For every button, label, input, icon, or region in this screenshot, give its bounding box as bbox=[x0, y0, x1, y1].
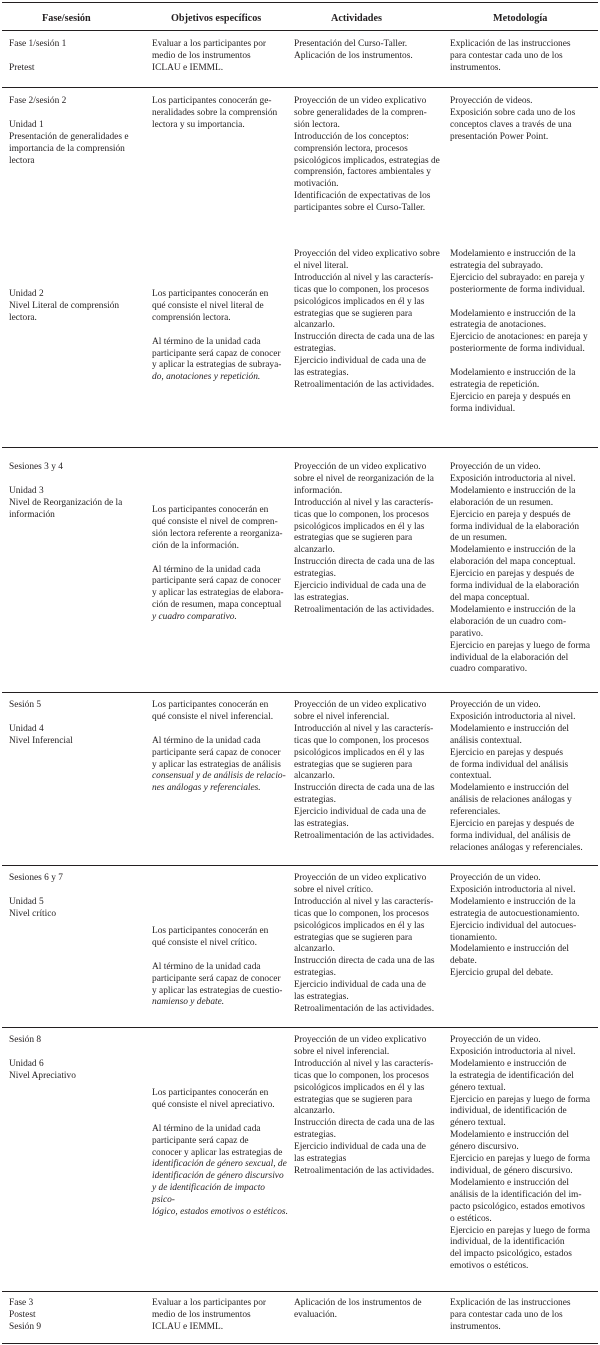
text-line: lectora bbox=[9, 155, 35, 166]
text-line: conocer y aplicar las estrategias de bbox=[152, 1147, 283, 1158]
text-line: Modelamiento e instrucción del bbox=[450, 1177, 569, 1188]
text-line: Modelamiento e instrucción de la bbox=[450, 545, 576, 556]
text-line: Introducción al nivel y las caracterís- bbox=[294, 1058, 434, 1069]
text-line: debate. bbox=[450, 956, 477, 967]
row-6-actividades bbox=[294, 873, 442, 1016]
header-metodologia: Metodología bbox=[493, 13, 548, 24]
italic-text: do, anotaciones y repetición. bbox=[152, 372, 261, 383]
text-line: Nivel de Reorganización de la bbox=[9, 497, 123, 508]
text-line: Modelamiento e instrucción de la bbox=[450, 896, 576, 907]
text-line: Evaluar a los participantes por bbox=[152, 39, 267, 49]
text-line bbox=[152, 1171, 288, 1183]
text-line: Fase 3 bbox=[9, 1298, 34, 1308]
text-line: Los participantes conocerán en bbox=[152, 926, 269, 936]
row-7-fase bbox=[9, 1035, 144, 1083]
text-line: referenciales. bbox=[450, 807, 501, 818]
spacer bbox=[9, 474, 144, 486]
text-line: información bbox=[9, 509, 55, 520]
text-line: Retroalimentación de las actividades. bbox=[294, 604, 435, 615]
text-line: Instrucción directa de cada una de las bbox=[294, 332, 435, 343]
text-line: y aplicar las estrategias de elabora- bbox=[152, 588, 284, 599]
text-line: Ejercicio individual de cada una de bbox=[294, 581, 426, 592]
text-line: Modelamiento e instrucción del bbox=[450, 723, 569, 734]
row-8-fase bbox=[9, 1298, 144, 1334]
text-line: Ejercicio individual de cada una de bbox=[294, 807, 426, 818]
text-line: sobre el nivel inferencial. bbox=[294, 711, 390, 722]
text-line: género textual. bbox=[450, 1118, 506, 1129]
spacer bbox=[450, 356, 594, 368]
row-8-metodologia bbox=[450, 1298, 594, 1334]
text-line: Evaluar a los participantes por bbox=[152, 1298, 267, 1308]
text-line: participante será capaz de conocer bbox=[152, 973, 281, 984]
row-8-objetivos bbox=[152, 1298, 288, 1334]
spacer bbox=[152, 1112, 288, 1124]
row-1-fase bbox=[9, 39, 144, 75]
text-line: información. bbox=[294, 485, 343, 496]
row-7-metodologia bbox=[450, 1035, 594, 1273]
text-line: evaluación. bbox=[294, 1309, 337, 1320]
text-line: estrategias. bbox=[294, 795, 336, 806]
text-line: Unidad 5 bbox=[9, 896, 44, 907]
text-line: Fase 1/sesión 1 bbox=[9, 39, 67, 49]
row-4-objetivos bbox=[152, 505, 288, 624]
text-line: Al término de la unidad cada bbox=[152, 961, 261, 972]
text-line: pacto psicológico, estados emotivos bbox=[450, 1201, 585, 1212]
header-objetivos: Objetivos específicos bbox=[171, 13, 262, 24]
text-line: Modelamiento e instrucción del bbox=[450, 944, 569, 955]
text-line: las estrategias. bbox=[294, 819, 349, 830]
text-line: Proyección de un video. bbox=[450, 873, 541, 883]
text-line: Proyección de videos. bbox=[450, 96, 533, 106]
text-line bbox=[152, 1159, 288, 1171]
text-line: elaboración del mapa conceptual. bbox=[450, 557, 576, 568]
row-separator bbox=[2, 1291, 598, 1292]
text-line: Retroalimentación de las actividades. bbox=[294, 1003, 435, 1014]
text-line: estrategias que se sugieren para bbox=[294, 1094, 413, 1105]
text-line bbox=[152, 372, 288, 384]
text-line: Ejercicio grupal del debate. bbox=[450, 968, 554, 979]
row-4-metodologia bbox=[450, 462, 594, 676]
text-line: Unidad 4 bbox=[9, 723, 44, 734]
text-line: Aplicación de los instrumentos de bbox=[294, 1298, 422, 1308]
text-line: Ejercicio en parejas y después de bbox=[450, 819, 575, 830]
text-line: Modelamiento e instrucción del bbox=[450, 1130, 569, 1141]
text-line: del mapa conceptual. bbox=[450, 592, 530, 603]
text-line: Ejercicio en pareja y después de bbox=[450, 509, 571, 520]
text-line: Introducción al nivel y las caracterís- bbox=[294, 497, 434, 508]
italic-text: namienso y debate. bbox=[152, 997, 225, 1008]
text-line: ticas que lo componen, los procesos bbox=[294, 1070, 429, 1081]
text-line: estrategias que se sugieren para bbox=[294, 759, 413, 770]
table-top-rule bbox=[2, 2, 598, 3]
italic-text: y de identificación de impacto psico- bbox=[152, 1183, 265, 1206]
row-4-fase bbox=[9, 462, 144, 522]
table-bottom-rule bbox=[2, 1343, 598, 1344]
text-line: Presentación del Curso-Taller. bbox=[294, 39, 408, 49]
row-5-objetivos bbox=[152, 700, 288, 795]
text-line: género discursivo. bbox=[450, 1142, 519, 1153]
text-line: Modelamiento e instrucción de la bbox=[450, 308, 576, 319]
text-line: qué consiste el nivel apreciativo. bbox=[152, 1099, 275, 1110]
text-line: alcanzarlo. bbox=[294, 320, 335, 331]
row-2-metodologia bbox=[450, 96, 594, 144]
text-line: Nivel Apreciativo bbox=[9, 1070, 76, 1081]
text-line: para contestar cada uno de los bbox=[450, 1309, 563, 1320]
spacer bbox=[9, 1047, 144, 1059]
text-line: ICLAU e IEMML. bbox=[152, 1321, 224, 1332]
text-line: estrategias que se sugieren para bbox=[294, 932, 413, 943]
text-line: estrategias que se sugieren para bbox=[294, 533, 413, 544]
text-line: Proyección de un video explicativo bbox=[294, 96, 427, 106]
text-line: análisis de relaciones análogas y bbox=[450, 795, 572, 806]
text-line: relaciones análogas y referenciales. bbox=[450, 842, 583, 853]
text-line: Retroalimentación de las actividades. bbox=[294, 379, 435, 390]
text-line: ticas que lo componen, los procesos bbox=[294, 735, 429, 746]
text-line: Sesión 5 bbox=[9, 700, 42, 710]
text-line: lectora. bbox=[9, 312, 37, 323]
text-line: instrumentos. bbox=[450, 1321, 501, 1332]
text-line: Introducción al nivel y las caracterís- bbox=[294, 896, 434, 907]
text-line: alcanzarlo. bbox=[294, 545, 335, 556]
text-line: Identificación de expectativas de los bbox=[294, 191, 431, 202]
text-line: para contestar cada uno de los bbox=[450, 50, 563, 61]
text-line: alcanzarlo. bbox=[294, 771, 335, 782]
spacer bbox=[450, 297, 594, 309]
text-line: Modelamiento e instrucción de la bbox=[450, 604, 576, 615]
text-line: Ejercicio de anotaciones: en pareja y bbox=[450, 332, 588, 343]
row-1-actividades bbox=[294, 39, 442, 63]
text-line: Proyección de un video explicativo bbox=[294, 700, 427, 710]
text-line: Ejercicio en parejas y luego de forma bbox=[450, 1094, 591, 1105]
text-line: posteriormente de forma individual. bbox=[450, 284, 585, 295]
text-line: de un resumen. bbox=[450, 533, 508, 544]
text-line: Ejercicio individual de cada una de bbox=[294, 980, 426, 991]
text-line: Instrucción directa de cada una de las bbox=[294, 1118, 435, 1129]
text-line: participante será capaz de conocer bbox=[152, 348, 281, 359]
text-line: Unidad 3 bbox=[9, 485, 44, 496]
text-line: Al término de la unidad cada bbox=[152, 564, 261, 575]
text-line: neralidades sobre la comprensión bbox=[152, 107, 278, 118]
text-line: Proyección de un video explicativo bbox=[294, 873, 427, 883]
row-separator bbox=[2, 447, 598, 448]
text-line: Modelamiento e instrucción de la bbox=[450, 368, 576, 379]
text-line: Explicación de las instrucciones bbox=[450, 39, 571, 49]
text-line: Ejercicio en parejas y después bbox=[450, 747, 563, 758]
text-line: las estrategias. bbox=[294, 992, 349, 1003]
text-line: estrategias. bbox=[294, 344, 336, 355]
italic-text: lógico, estados emotivos o estéticos. bbox=[152, 1207, 288, 1218]
text-line: individual, de género discursivo. bbox=[450, 1165, 573, 1176]
text-line: forma individual de la elaboración bbox=[450, 581, 580, 592]
text-line: Unidad 2 bbox=[9, 289, 44, 299]
text-line: ICLAU e IEMML. bbox=[152, 62, 224, 73]
italic-text: identificación de género sexcual, de bbox=[152, 1159, 287, 1170]
text-line: Instrucción directa de cada una de las bbox=[294, 956, 435, 967]
text-line bbox=[152, 1183, 288, 1207]
text-line: las estrategias. bbox=[294, 592, 349, 603]
text-line: qué consiste el nivel inferencial. bbox=[152, 711, 274, 722]
spacer bbox=[152, 724, 288, 736]
text-line: Nivel Literal de comprensión bbox=[9, 300, 120, 311]
text-line: psicológicos implicados en él y las bbox=[294, 1082, 425, 1093]
text-line: Fase 2/sesión 2 bbox=[9, 96, 67, 106]
text-line bbox=[152, 771, 288, 783]
text-line: Ejercicio en parejas y luego de forma bbox=[450, 1225, 591, 1236]
text-line: las estrategias bbox=[294, 1154, 347, 1165]
row-6-fase bbox=[9, 873, 144, 921]
text-line: Sesión 9 bbox=[9, 1321, 42, 1332]
text-line: sobre el nivel crítico. bbox=[294, 884, 374, 895]
text-line: Los participantes conocerán en bbox=[152, 700, 269, 710]
text-line: sión lectora referente a reorganiza- bbox=[152, 528, 283, 539]
text-line: Modelamiento e instrucción de la bbox=[450, 485, 576, 496]
text-line: elaboración de un cuadro com- bbox=[450, 616, 567, 627]
row-6-objetivos bbox=[152, 926, 288, 1009]
text-line: y aplicar las estrategias de análisis bbox=[152, 759, 281, 770]
text-line: cuadro comparativo. bbox=[450, 664, 528, 675]
text-line: alcanzarlo. bbox=[294, 1106, 335, 1117]
text-line: Pretest bbox=[9, 62, 35, 73]
text-line: ción de la información. bbox=[152, 540, 239, 551]
text-line: Ejercicio del subrayado: en pareja y bbox=[450, 272, 585, 283]
text-line: elaboración de un resumen. bbox=[450, 497, 554, 508]
text-line: psicológicos implicados en él y las bbox=[294, 920, 425, 931]
text-line: Sesión 8 bbox=[9, 1035, 42, 1045]
text-line: comprensión lectora. bbox=[152, 312, 231, 323]
text-line: Proyección del video explicativo sobre bbox=[294, 249, 440, 259]
text-line: Exposición sobre cada uno de los bbox=[450, 107, 576, 118]
text-line: medio de los instrumentos bbox=[152, 1309, 251, 1320]
text-line: estrategia de autocuestionamiento. bbox=[450, 908, 580, 919]
text-line: conceptos claves a través de una bbox=[450, 119, 572, 130]
text-line: participante será capaz de conocer bbox=[152, 747, 281, 758]
text-line: Proyección de un video. bbox=[450, 700, 541, 710]
text-line: estrategia de repetición. bbox=[450, 379, 540, 390]
row-1-objetivos bbox=[152, 39, 288, 75]
italic-text: nes análogas y referenciales. bbox=[152, 783, 261, 794]
text-line: sobre el nivel de reorganización de la bbox=[294, 473, 434, 484]
text-line: Introducción al nivel y las caracterís- bbox=[294, 272, 434, 283]
text-line: Los participantes conocerán en bbox=[152, 505, 269, 515]
spacer bbox=[152, 553, 288, 565]
text-line: participante será capaz de conocer bbox=[152, 576, 281, 587]
text-line: Al término de la unidad cada bbox=[152, 336, 261, 347]
text-line bbox=[152, 783, 288, 795]
text-line: Proyección de un video explicativo bbox=[294, 1035, 427, 1045]
text-line: participante será capaz de bbox=[152, 1135, 249, 1146]
text-line: Retroalimentación de las actividades. bbox=[294, 1165, 435, 1176]
text-line: Aplicación de los instrumentos. bbox=[294, 50, 413, 61]
text-line: estrategia de anotaciones. bbox=[450, 320, 547, 331]
text-line: del impacto psicológico, estados bbox=[450, 1249, 572, 1260]
row-3-fase bbox=[9, 289, 144, 325]
text-line: alcanzarlo. bbox=[294, 944, 335, 955]
spacer bbox=[9, 712, 144, 724]
text-line: psicológicos implicados en él y las bbox=[294, 521, 425, 532]
row-2-actividades bbox=[294, 96, 442, 215]
text-line: Explicación de las instrucciones bbox=[450, 1298, 571, 1308]
text-line: Ejercicio en parejas y luego de forma bbox=[450, 640, 591, 651]
text-line: ticas que lo componen, los procesos bbox=[294, 284, 429, 295]
text-line bbox=[152, 1207, 288, 1219]
text-line: estrategias. bbox=[294, 1130, 336, 1141]
row-7-objetivos bbox=[152, 1088, 288, 1219]
text-line: Sesiones 6 y 7 bbox=[9, 873, 63, 883]
text-line: Los participantes conocerán en bbox=[152, 289, 269, 299]
text-line: Exposición introductoria al nivel. bbox=[450, 711, 576, 722]
text-line: ción de resumen, mapa conceptual bbox=[152, 600, 282, 611]
text-line: Modelamiento e instrucción de la bbox=[450, 249, 576, 259]
text-line: qué consiste el nivel de compren- bbox=[152, 516, 278, 527]
text-line: medio de los instrumentos bbox=[152, 50, 251, 61]
text-line: Proyección de un video. bbox=[450, 1035, 541, 1045]
text-line: comprensión lectora, procesos bbox=[294, 143, 408, 154]
text-line: estrategias. bbox=[294, 569, 336, 580]
text-line: estrategias. bbox=[294, 968, 336, 979]
text-line: Ejercicio individual de cada una de bbox=[294, 1142, 426, 1153]
text-line: Al término de la unidad cada bbox=[152, 735, 261, 746]
row-2-fase bbox=[9, 96, 144, 167]
text-line: Exposición introductoria al nivel. bbox=[450, 884, 576, 895]
text-line: Retroalimentación de las actividades. bbox=[294, 830, 435, 841]
text-line: qué consiste el nivel literal de bbox=[152, 300, 264, 311]
text-line: Los participantes conocerán en bbox=[152, 1088, 269, 1098]
text-line: ticas que lo componen, los procesos bbox=[294, 908, 429, 919]
text-line bbox=[152, 997, 288, 1009]
text-line: posteriormente de forma individual. bbox=[450, 344, 585, 355]
text-line: o estéticos. bbox=[450, 1213, 492, 1224]
text-line: Introducción de los conceptos: bbox=[294, 131, 409, 142]
text-line: Proyección de un video explicativo bbox=[294, 462, 427, 472]
text-line: Postest bbox=[9, 1309, 36, 1320]
text-line: individual de la elaboración del bbox=[450, 652, 569, 663]
header-fase: Fase/sesión bbox=[42, 13, 91, 24]
text-line: Unidad 6 bbox=[9, 1058, 44, 1069]
text-line: psicológicos implicados en él y las bbox=[294, 296, 425, 307]
text-line: Modelamiento e instrucción del bbox=[450, 783, 569, 794]
spacer bbox=[152, 950, 288, 962]
text-line: importancia de la comprensión bbox=[9, 143, 125, 154]
text-line: individual, de la identificación bbox=[450, 1237, 565, 1248]
text-line: comprensión, factores ambientales y bbox=[294, 167, 431, 178]
text-line: motivación. bbox=[294, 179, 339, 190]
text-line: tionamiento. bbox=[450, 932, 498, 943]
header-rule bbox=[2, 30, 598, 31]
text-line: la estrategia de identificación del bbox=[450, 1070, 574, 1081]
text-line: instrumentos. bbox=[450, 62, 501, 73]
row-3-metodologia bbox=[450, 249, 594, 416]
text-line: el nivel literal. bbox=[294, 260, 349, 271]
text-line: Instrucción directa de cada una de las bbox=[294, 783, 435, 794]
text-line: Ejercicio en parejas y después de bbox=[450, 569, 575, 580]
text-line: forma individual de la elaboración bbox=[450, 521, 580, 532]
text-line: psicológicos implicados en él y las bbox=[294, 747, 425, 758]
text-line: forma individual, del análisis de bbox=[450, 830, 571, 841]
row-1-metodologia bbox=[450, 39, 594, 75]
text-line: contextual. bbox=[450, 771, 492, 782]
row-2-objetivos bbox=[152, 96, 288, 132]
row-separator bbox=[2, 87, 598, 88]
text-line: Ejercicio en pareja y después en bbox=[450, 391, 571, 402]
header-actividades: Actividades bbox=[331, 13, 382, 24]
text-line: emotivos o estéticos. bbox=[450, 1261, 529, 1272]
italic-text: consensual y de análisis de relacio- bbox=[152, 771, 286, 782]
text-line: Los participantes conocerán ge- bbox=[152, 96, 272, 106]
row-5-actividades bbox=[294, 700, 442, 843]
text-line: estrategias que se sugieren para bbox=[294, 308, 413, 319]
italic-text: identificación de género discursivo bbox=[152, 1171, 284, 1182]
text-line: forma individual. bbox=[450, 403, 516, 414]
text-line: análisis contextual. bbox=[450, 735, 522, 746]
text-line: sión lectora. bbox=[294, 119, 340, 130]
text-line: estrategia del subrayado. bbox=[450, 260, 543, 271]
text-line: Ejercicio individual del autocues- bbox=[450, 920, 577, 931]
row-7-actividades bbox=[294, 1035, 442, 1178]
text-line: sobre generalidades de la compren- bbox=[294, 107, 427, 118]
text-line: Unidad 1 bbox=[9, 119, 44, 130]
row-6-metodologia bbox=[450, 873, 594, 980]
text-line: Ejercicio en parejas y luego de forma bbox=[450, 1154, 591, 1165]
text-line: Sesiones 3 y 4 bbox=[9, 462, 63, 472]
row-separator bbox=[2, 865, 598, 866]
row-4-actividades bbox=[294, 462, 442, 617]
text-line: Introducción al nivel y las caracterís- bbox=[294, 723, 434, 734]
text-line: psicológicos implicados, estrategias de bbox=[294, 155, 440, 166]
row-8-actividades bbox=[294, 1298, 442, 1322]
text-line bbox=[152, 612, 288, 624]
text-line: Al término de la unidad cada bbox=[152, 1123, 261, 1134]
row-separator bbox=[2, 692, 598, 693]
text-line: Modelamiento e instrucción de bbox=[450, 1058, 567, 1069]
text-line: Ejercicio individual de cada una de bbox=[294, 356, 426, 367]
row-separator bbox=[2, 1027, 598, 1028]
text-line: Exposición introductoria al nivel. bbox=[450, 473, 576, 484]
text-line: de forma individual del análisis bbox=[450, 759, 569, 770]
row-5-metodologia bbox=[450, 700, 594, 855]
text-line: y aplicar las estrategias de cuestio- bbox=[152, 985, 283, 996]
spacer bbox=[9, 51, 144, 63]
row-3-objetivos bbox=[152, 289, 288, 384]
spacer bbox=[9, 108, 144, 120]
row-5-fase bbox=[9, 700, 144, 748]
italic-text: y cuadro comparativo. bbox=[152, 612, 237, 623]
text-line: Nivel crítico bbox=[9, 908, 57, 919]
text-line: sobre el nivel inferencial. bbox=[294, 1046, 390, 1057]
text-line: Exposición introductoria al nivel. bbox=[450, 1046, 576, 1057]
row-3-actividades bbox=[294, 249, 442, 392]
text-line: lectora y su importancia. bbox=[152, 119, 245, 130]
text-line: Proyección de un video. bbox=[450, 462, 541, 472]
text-line: Instrucción directa de cada una de las bbox=[294, 557, 435, 568]
text-line: y aplicar la estrategias de subraya- bbox=[152, 360, 282, 371]
text-line: Presentación de generalidades e bbox=[9, 131, 129, 142]
text-line: Nivel Inferencial bbox=[9, 735, 73, 746]
spacer bbox=[152, 325, 288, 337]
text-line: individual, de identificación de bbox=[450, 1106, 567, 1117]
text-line: participantes sobre el Curso-Taller. bbox=[294, 203, 426, 214]
text-line: qué consiste el nivel crítico. bbox=[152, 937, 257, 948]
spacer bbox=[9, 885, 144, 897]
text-line: análisis de la identificación del im- bbox=[450, 1189, 582, 1200]
text-line: parativo. bbox=[450, 628, 484, 639]
text-line: presentación Power Point. bbox=[450, 131, 549, 142]
text-line: las estrategias. bbox=[294, 368, 349, 379]
text-line: ticas que lo componen, los procesos bbox=[294, 509, 429, 520]
text-line: género textual. bbox=[450, 1082, 506, 1093]
